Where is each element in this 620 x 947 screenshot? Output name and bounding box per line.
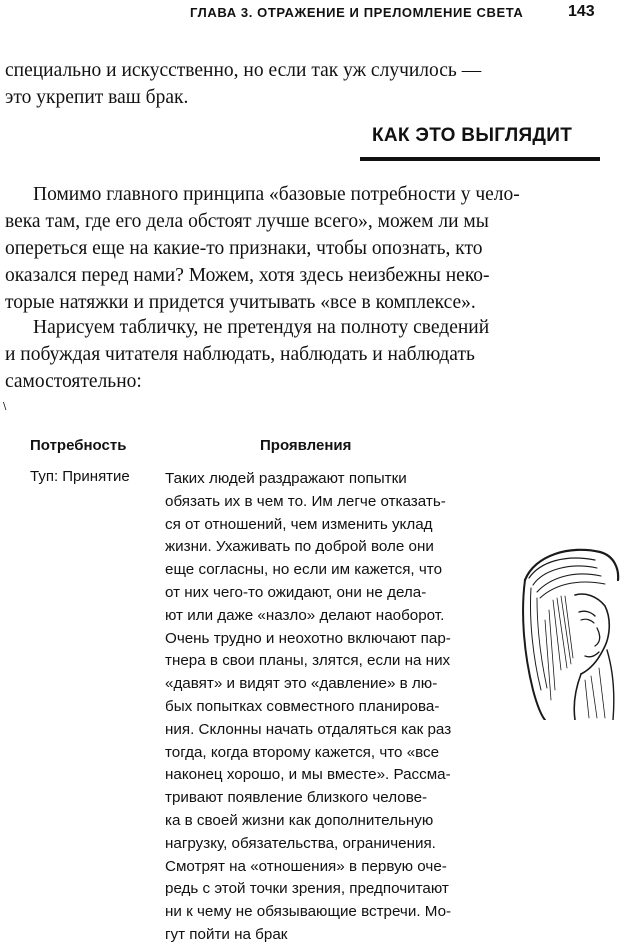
table-header-manifestations: Проявления <box>260 437 352 454</box>
table-text-line: тривают появление близкого челове- <box>165 789 428 807</box>
table-text-line: от них чего-то ожидают, они не дела- <box>165 583 427 601</box>
section-heading-underline <box>360 157 600 161</box>
running-title: ГЛАВА 3. ОТРАЖЕНИЕ И ПРЕЛОМЛЕНИЕ СВЕТА <box>190 5 524 20</box>
body-paragraph-1 <box>5 181 545 316</box>
section-heading: КАК ЭТО ВЫГЛЯДИТ <box>372 125 573 146</box>
table-row-need: Туп: Принятие <box>30 468 130 485</box>
text-line: самостоятельно: <box>5 371 142 392</box>
text-line: века там, где его дела обстоят лучше всего», можем ли мы <box>5 211 489 232</box>
table-text-line: еще согласны, но если им кажется, что <box>165 561 443 579</box>
table-text-line: наконец хорошо, и мы вместе». Рассма- <box>165 766 451 784</box>
table-text-line: бых попытках совместного планирова- <box>165 697 440 715</box>
table-text-line: Смотрят на «отношения» в первую оче- <box>165 857 447 875</box>
table-text-line: Очень трудно и неохотно включают пар- <box>165 629 451 647</box>
page-header <box>0 0 620 30</box>
table-text-line: Таких людей раздражают попытки <box>165 470 407 487</box>
table-text-line: тогда, когда второму кажется, что «все <box>165 743 440 761</box>
text-line: это укрепит ваш брак. <box>5 87 189 108</box>
table-text-line: тнера в свои планы, злятся, если на них <box>165 652 451 670</box>
table-text-line: нагрузку, обязательства, ограничения. <box>165 834 436 852</box>
body-paragraph-2 <box>5 314 545 395</box>
intro-paragraph <box>5 57 545 111</box>
table-text-line: ка в своей жизни как дополнительную <box>165 811 434 829</box>
table-text-line: ния. Склонны начать отдаляться как раз <box>165 720 452 738</box>
table-text-line: «давят» и видят это «давление» в лю- <box>165 675 438 693</box>
page-number: 143 <box>568 3 595 20</box>
text-line: опереться еще на какие-то признаки, чтобы опознать, кто <box>5 238 483 259</box>
text-line: торые натяжки и придется учитывать «все в комплексе». <box>5 292 476 313</box>
table-text-line: ни к чему не обязывающие встречи. Мо- <box>165 903 452 921</box>
text-line: оказался перед нами? Можем, хотя здесь неизбежны неко- <box>5 265 490 286</box>
table-text-line: редь с этой точки зрения, предпочитают <box>165 880 449 898</box>
table-text-line: обязать их в чем то. Им легче отказать- <box>165 492 446 510</box>
table-text-line: жизни. Ухаживать по доброй воле они <box>165 538 434 556</box>
table-text-line: ся от отношений, чем изменить уклад <box>165 515 433 533</box>
text-line: и побуждая читателя наблюдать, наблюдать и наблюдать <box>5 344 475 365</box>
table-header-need: Потребность <box>30 437 127 454</box>
stray-print-mark: \ <box>3 401 7 412</box>
table-row-manifestations <box>165 468 525 947</box>
table-text-line: гут пойти на брак <box>165 925 288 943</box>
text-line: Помимо главного принципа «базовые потребности у чело- <box>33 184 520 205</box>
table-text-line: ют или даже «назло» делают наоборот. <box>165 606 445 624</box>
text-line: Нарисуем табличку, не претендуя на полноту сведений <box>33 317 490 338</box>
sketch-illustration <box>515 540 620 720</box>
text-line: специально и искусственно, но если так уж случилось — <box>5 60 482 81</box>
